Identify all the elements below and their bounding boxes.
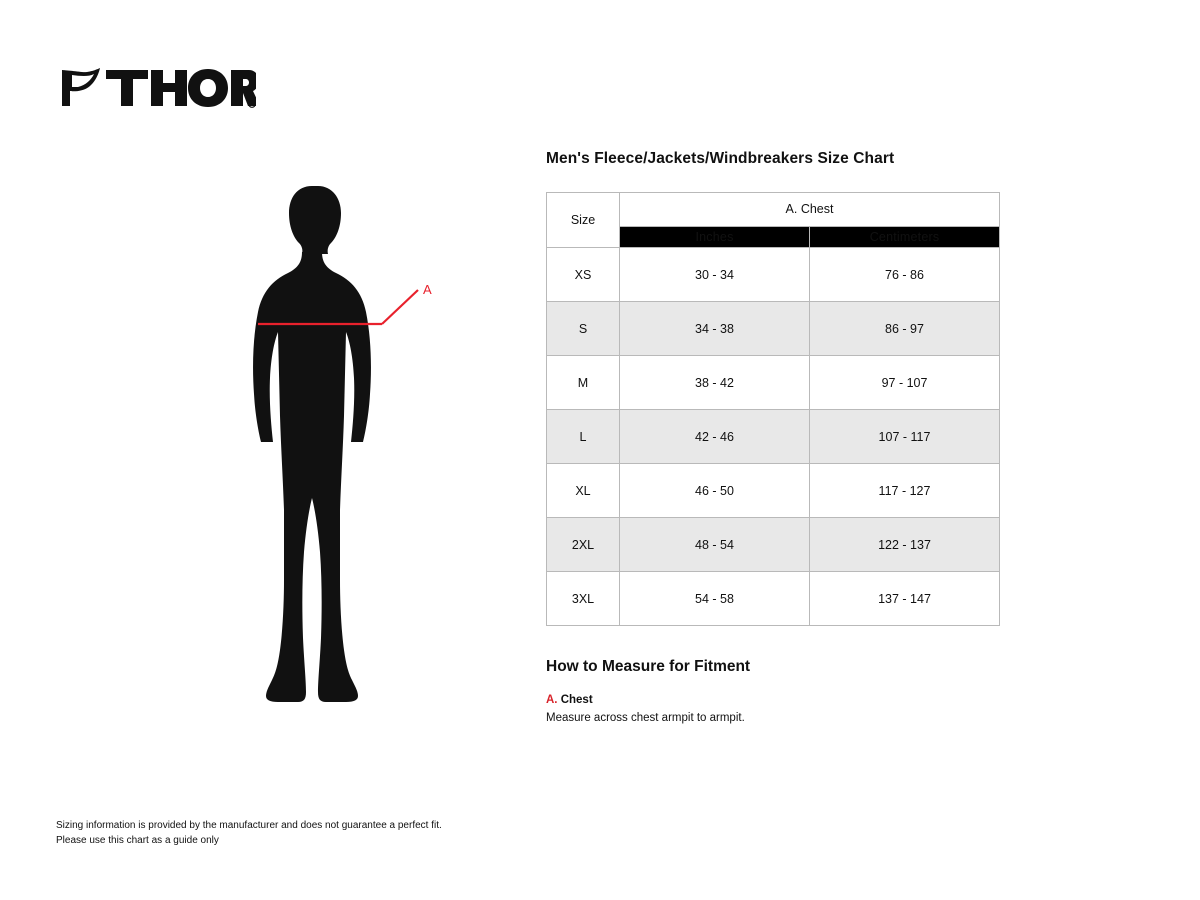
cell-size: M [547,356,620,410]
cell-inches: 38 - 42 [620,356,810,410]
howto-item-text: Measure across chest armpit to armpit. [546,712,745,724]
cell-inches: 54 - 58 [620,572,810,626]
male-silhouette-icon [253,186,371,702]
size-chart-table [546,192,1000,626]
header-size: Size [547,193,620,248]
cell-size: L [547,410,620,464]
thor-helmet-icon [62,68,100,106]
table-row [547,572,1000,626]
svg-text:R: R [250,102,254,108]
table-row [547,410,1000,464]
howto-item-name: Chest [557,694,593,706]
table-row [547,356,1000,410]
cell-centimeters: 117 - 127 [810,464,1000,518]
table-head [547,193,1000,248]
cell-centimeters: 107 - 117 [810,410,1000,464]
cell-inches: 46 - 50 [620,464,810,518]
chest-callout-label: A [423,282,432,297]
cell-inches: 48 - 54 [620,518,810,572]
table-row [547,248,1000,302]
cell-size: XS [547,248,620,302]
cell-centimeters: 86 - 97 [810,302,1000,356]
cell-centimeters: 122 - 137 [810,518,1000,572]
footer-line-2: Please use this chart as a guide only [56,835,219,846]
cell-inches: 34 - 38 [620,302,810,356]
table-row [547,464,1000,518]
table-row [547,302,1000,356]
size-chart-title: Men's Fleece/Jackets/Windbreakers Size Chart [546,150,895,167]
howto-item-label [546,694,593,706]
cell-centimeters: 97 - 107 [810,356,1000,410]
table-header-row-group [547,193,1000,227]
table-row [547,518,1000,572]
cell-size: 2XL [547,518,620,572]
thor-wordmark [106,69,256,107]
header-chest-group: A. Chest [620,193,1000,227]
table-body [547,248,1000,626]
brand-logo [56,60,256,112]
howto-title: How to Measure for Fitment [546,658,751,675]
cell-size: S [547,302,620,356]
cell-centimeters: 137 - 147 [810,572,1000,626]
cell-size: XL [547,464,620,518]
cell-inches: 42 - 46 [620,410,810,464]
cell-inches: 30 - 34 [620,248,810,302]
howto-item-mark: A. [546,694,558,706]
header-unit-inches: Inches [620,226,810,247]
body-figure-illustration [240,180,460,710]
header-unit-centimeters: Centimeters [810,226,1000,247]
cell-size: 3XL [547,572,620,626]
footer-line-1: Sizing information is provided by the manufacturer and does not guarantee a perfect fit. [56,820,442,831]
cell-centimeters: 76 - 86 [810,248,1000,302]
footer-disclaimer [56,818,442,848]
